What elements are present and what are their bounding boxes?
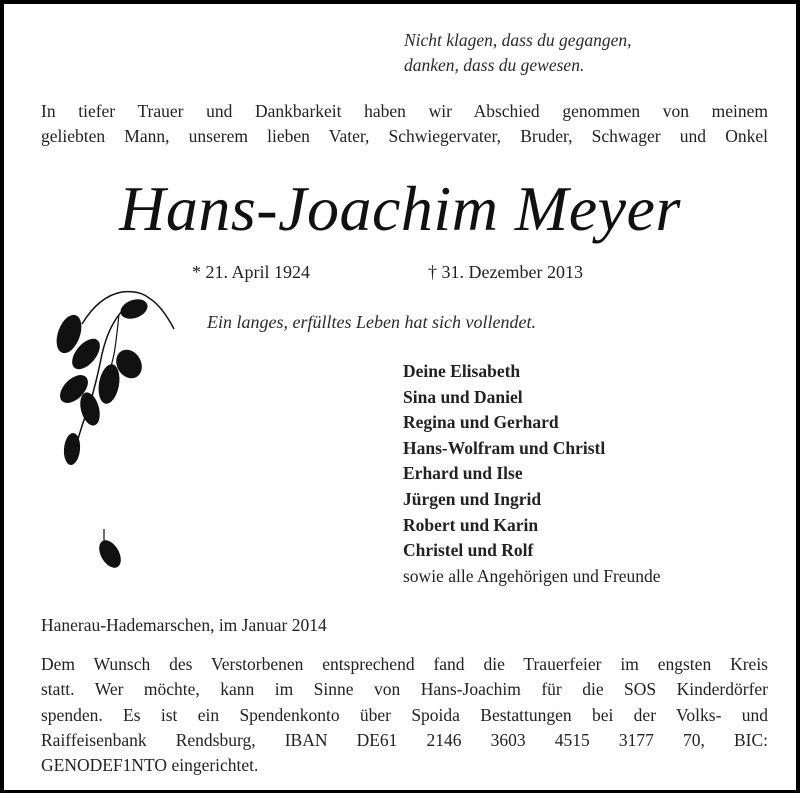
death-date: † 31. Dezember 2013: [428, 262, 583, 282]
notice-line: spenden. Es ist ein Spendenkonto über Spoida Bestattungen bei der Volks- und: [41, 704, 768, 725]
notice-line: Raiffeisenbank Rendsburg, IBAN DE61 2146 3603 4515 3177 70, BIC:: [41, 729, 768, 750]
mourner-name: Regina und Gerhard: [403, 412, 559, 433]
deceased-name: Hans-Joachim Meyer: [119, 173, 681, 244]
place-date: Hanerau-Hademarschen, im Januar 2014: [41, 615, 327, 635]
motto-line: Nicht klagen, dass du gegangen,: [404, 30, 632, 50]
intro-line: geliebten Mann, unserem lieben Vater, Schwiegervater, Bruder, Schwager und Onkel: [41, 126, 768, 146]
obituary-card: [4, 4, 796, 790]
donation-notice: [41, 652, 768, 778]
mourner-name: Hans-Wolfram und Christl: [403, 437, 606, 458]
mourner-name: Erhard und Ilse: [403, 463, 523, 484]
mourners-others: sowie alle Angehörigen und Freunde: [403, 565, 661, 586]
mourner-name: Sina und Daniel: [403, 386, 523, 407]
leaf-branch-icon: [44, 284, 194, 584]
life-subline: Ein langes, erfülltes Leben hat sich vollendet.: [207, 312, 536, 332]
birth-date: * 21. April 1924: [192, 262, 311, 282]
intro-text: [41, 99, 768, 149]
intro-line: In tiefer Trauer und Dankbarkeit haben wir Abschied genommen von meinem: [41, 101, 768, 121]
mourner-name: Christel und Rolf: [403, 540, 534, 561]
mourner-name: Jürgen und Ingrid: [403, 488, 542, 509]
mourner-name: Deine Elisabeth: [403, 361, 521, 381]
mourner-name: Robert und Karin: [403, 514, 539, 535]
notice-line: GENODEF1NTO eingerichtet.: [41, 755, 259, 776]
motto-quote: [404, 28, 631, 78]
motto-line: danken, dass du gewesen.: [404, 55, 585, 75]
mourners-list: [403, 359, 661, 589]
notice-line: Dem Wunsch des Verstorbenen entsprechend fand die Trauerfeier im engsten Kreis: [41, 654, 768, 674]
notice-line: statt. Wer möchte, kann im Sinne von Hans-Joachim für die SOS Kinderdörfer: [41, 679, 768, 700]
